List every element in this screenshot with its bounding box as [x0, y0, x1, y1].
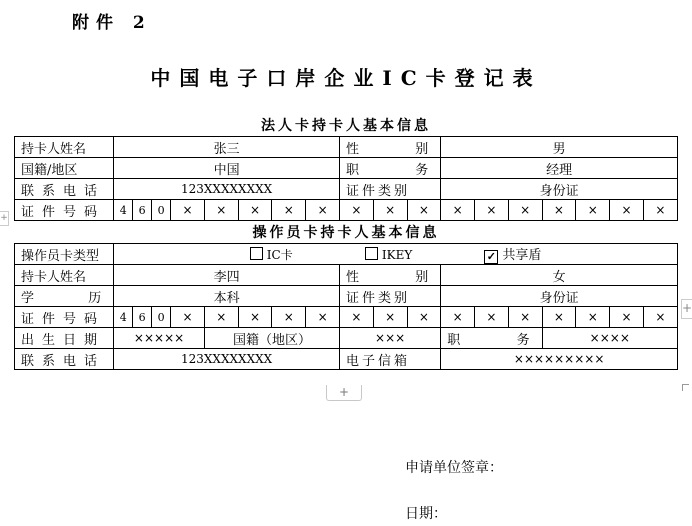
operator-section-header: 操作员卡持卡人基本信息	[252, 225, 440, 241]
annex-label: 附件 2	[72, 13, 152, 33]
operator-email-label: 电子信箱	[339, 349, 440, 370]
operator-id-type-value[interactable]: 身份证	[441, 286, 678, 307]
legal-phone-label: 联系电话	[15, 179, 114, 200]
checkbox-empty-icon[interactable]	[250, 247, 263, 260]
operator-id-digit-cell[interactable]: ×	[339, 307, 373, 328]
operator-education-row	[15, 286, 678, 307]
operator-id-digit-cell[interactable]: ×	[441, 307, 475, 328]
legal-phone-value[interactable]: 123XXXXXXXX	[114, 179, 340, 200]
operator-id-digit-cell[interactable]: ×	[576, 307, 610, 328]
operator-section-header-row	[15, 221, 678, 244]
operator-phone-label: 联系电话	[15, 349, 114, 370]
legal-id-digit-cell[interactable]: ×	[542, 200, 576, 221]
operator-id-digit-cell[interactable]: ×	[373, 307, 407, 328]
operator-gender-label: 性别	[339, 265, 440, 286]
legal-id-digit-cell[interactable]: ×	[339, 200, 373, 221]
legal-position-label: 职务	[339, 158, 440, 179]
legal-id-digit-cell[interactable]: ×	[407, 200, 441, 221]
operator-id-digit-cell[interactable]: ×	[306, 307, 340, 328]
operator-id-digit-cell[interactable]: ×	[643, 307, 677, 328]
legal-id-digit-cell[interactable]: ×	[643, 200, 677, 221]
operator-card-type-label: 操作员卡类型	[15, 244, 114, 265]
expand-right-handle[interactable]: +	[681, 299, 692, 319]
operator-id-digit-cell[interactable]: ×	[542, 307, 576, 328]
operator-position-label: 职务	[441, 328, 542, 349]
seal-label: 申请单位签章：	[405, 460, 503, 476]
operator-id-digit-cell[interactable]: 6	[133, 307, 152, 328]
legal-nationality-value[interactable]: 中国	[114, 158, 340, 179]
operator-id-digit-cell[interactable]: ×	[272, 307, 306, 328]
checkbox-checked-icon[interactable]: ✓	[484, 250, 498, 264]
operator-id-digit-cell[interactable]: ×	[238, 307, 272, 328]
operator-id-number-label: 证件号码	[15, 307, 114, 328]
operator-phone-value[interactable]: 123XXXXXXXX	[114, 349, 340, 370]
checkbox-empty-icon[interactable]	[365, 247, 378, 260]
legal-id-digit-cell[interactable]: ×	[508, 200, 542, 221]
operator-birth-row	[15, 328, 678, 349]
operator-id-type-label: 证件类别	[339, 286, 440, 307]
legal-name-row	[15, 137, 678, 158]
legal-id-digit-cell[interactable]: 4	[114, 200, 133, 221]
legal-id-digit-cell[interactable]: ×	[475, 200, 509, 221]
legal-id-digit-cell[interactable]: ×	[373, 200, 407, 221]
legal-id-number-row	[15, 200, 678, 221]
operator-nationality-value[interactable]: ×××	[339, 328, 440, 349]
operator-position-value[interactable]: ××××	[542, 328, 677, 349]
legal-id-digit-cell[interactable]: 0	[152, 200, 171, 221]
card-type-shared-shield-label: 共享盾	[502, 248, 542, 263]
registration-table	[14, 114, 678, 370]
card-type-shared-shield-option[interactable]	[484, 244, 541, 264]
operator-id-digit-cell[interactable]: ×	[475, 307, 509, 328]
legal-id-type-label: 证件类别	[339, 179, 440, 200]
date-label: 日期：	[405, 506, 447, 522]
operator-id-digit-cell[interactable]: ×	[407, 307, 441, 328]
operator-name-value[interactable]: 李四	[114, 265, 340, 286]
operator-card-type-options	[114, 244, 678, 265]
card-type-ic-option[interactable]	[250, 246, 293, 263]
card-type-ikey-option[interactable]	[365, 247, 412, 262]
legal-id-digit-cell[interactable]: ×	[238, 200, 272, 221]
operator-gender-value[interactable]: 女	[441, 265, 678, 286]
operator-card-type-row	[15, 244, 678, 265]
operator-nationality-label: 国籍（地区）	[204, 328, 339, 349]
legal-section-header: 法人卡持卡人基本信息	[261, 118, 431, 134]
card-type-ic-label: IC卡	[266, 248, 293, 262]
legal-position-value[interactable]: 经理	[441, 158, 678, 179]
operator-id-digit-cell[interactable]: ×	[508, 307, 542, 328]
operator-id-digit-cell[interactable]: 0	[152, 307, 171, 328]
operator-education-label: 学历	[15, 286, 114, 307]
legal-gender-value[interactable]: 男	[441, 137, 678, 158]
operator-id-digit-cell[interactable]: ×	[171, 307, 205, 328]
legal-nationality-label: 国籍/地区	[15, 158, 114, 179]
operator-name-row	[15, 265, 678, 286]
legal-id-digit-cell[interactable]: 6	[133, 200, 152, 221]
operator-email-value[interactable]: ×××××××××	[441, 349, 678, 370]
legal-nationality-row	[15, 158, 678, 179]
legal-section-header-row	[15, 114, 678, 137]
legal-id-digit-cell[interactable]: ×	[576, 200, 610, 221]
legal-id-number-label: 证件号码	[15, 200, 114, 221]
legal-id-digit-cell[interactable]: ×	[610, 200, 644, 221]
operator-birth-value[interactable]: ×××××	[114, 328, 205, 349]
legal-name-label: 持卡人姓名	[15, 137, 114, 158]
legal-id-type-value[interactable]: 身份证	[441, 179, 678, 200]
resize-corner-icon[interactable]	[682, 384, 689, 391]
legal-gender-label: 性别	[339, 137, 440, 158]
expand-left-handle[interactable]: +	[0, 211, 9, 226]
operator-id-number-row	[15, 307, 678, 328]
operator-education-value[interactable]: 本科	[114, 286, 340, 307]
operator-name-label: 持卡人姓名	[15, 265, 114, 286]
operator-id-digit-cell[interactable]: ×	[204, 307, 238, 328]
legal-phone-row	[15, 179, 678, 200]
operator-id-digit-cell[interactable]: 4	[114, 307, 133, 328]
operator-birth-label: 出生日期	[15, 328, 114, 349]
operator-id-digit-cell[interactable]: ×	[610, 307, 644, 328]
legal-id-digit-cell[interactable]: ×	[441, 200, 475, 221]
form-title: 中国电子口岸企业IC卡登记表	[150, 66, 542, 90]
legal-id-digit-cell[interactable]: ×	[171, 200, 205, 221]
legal-id-digit-cell[interactable]: ×	[204, 200, 238, 221]
legal-name-value[interactable]: 张三	[114, 137, 340, 158]
card-type-ikey-label: IKEY	[381, 248, 413, 262]
legal-id-digit-cell[interactable]: ×	[306, 200, 340, 221]
legal-id-digit-cell[interactable]: ×	[272, 200, 306, 221]
add-row-button[interactable]: +	[326, 385, 362, 401]
operator-phone-row	[15, 349, 678, 370]
